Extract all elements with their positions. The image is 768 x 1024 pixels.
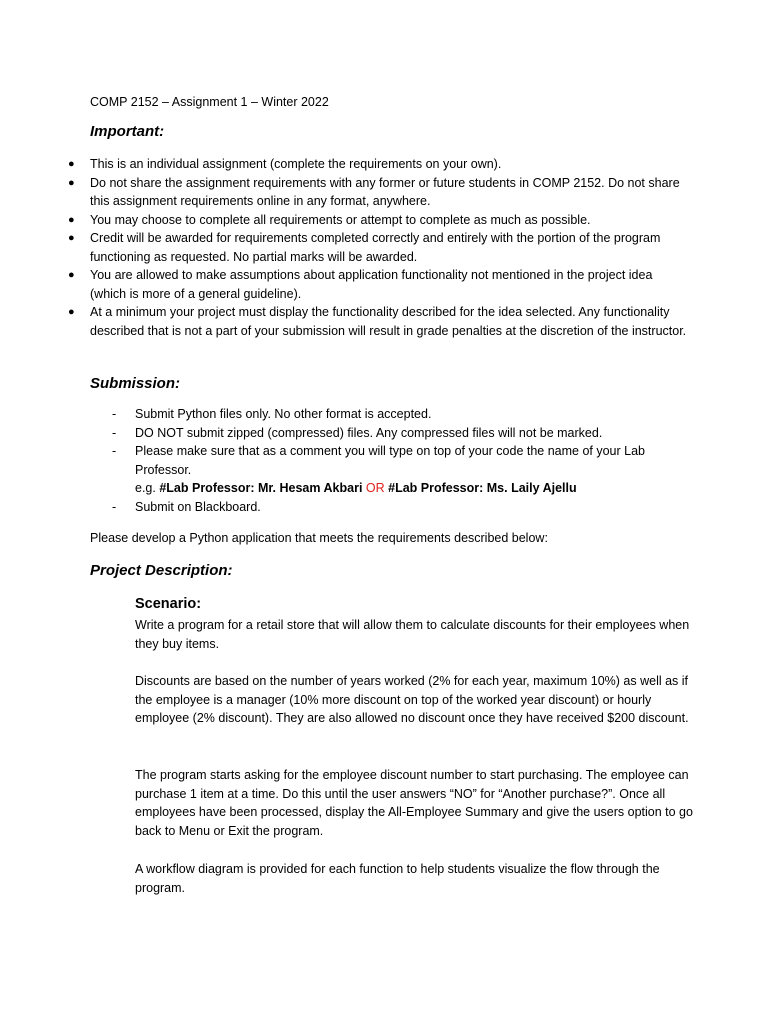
scenario-heading: Scenario: — [135, 596, 202, 612]
dash-icon: - — [112, 425, 117, 440]
list-item-text: Submit Python files only. No other format is accepted. — [135, 407, 432, 421]
important-heading: Important: — [90, 123, 165, 140]
list-item-text: DO NOT submit zipped (compressed) files. Any compressed files will not be marked. — [135, 425, 603, 440]
list-item — [112, 442, 672, 479]
bullet-text: You are allowed to make assumptions about application functionality not mentioned in the project idea (which is more of a general guideline). — [90, 268, 653, 301]
bullet-item — [68, 266, 688, 303]
example-prefix: e.g. — [135, 481, 160, 495]
lab-professor-example — [112, 479, 672, 498]
bullet-text: At a minimum your project must display the functionality described for the idea selected. Any functionality described that is not a part of your submission will result in grade penalties at the discretion of the instructor. — [90, 305, 687, 338]
list-item — [112, 405, 672, 424]
bullet-text: This is an individual assignment (complete the requirements on your own). — [90, 157, 502, 171]
scenario-paragraph: The program starts asking for the employee discount number to start purchasing. The employee can purchase 1 item at a time. Do this until the user answers “NO” for “Another purchase?”. Once all employees have been processed, display the All-Employee Summary and give the users option to go back to Menu or Exit the program. — [135, 768, 693, 838]
bullet-icon: ● — [68, 269, 75, 281]
scenario-paragraph: A workflow diagram is provided for each function to help students visualize the flow through the program. — [135, 862, 660, 895]
list-item-text: Submit on Blackboard. — [135, 499, 261, 514]
bullet-item — [68, 303, 688, 340]
list-item — [112, 424, 672, 443]
bullet-text: Credit will be awarded for requirements completed correctly and entirely with the portion of the program functioning as requested. No partial marks will be awarded. — [90, 231, 661, 264]
bullet-item — [68, 155, 688, 174]
bullet-icon: ● — [68, 158, 75, 170]
example-first-professor: #Lab Professor: Mr. Hesam Akbari — [159, 481, 363, 495]
list-item — [112, 498, 672, 517]
scenario-paragraph: Write a program for a retail store that will allow them to calculate discounts for their employees when they buy items. — [135, 618, 690, 651]
important-bullet-list — [68, 155, 688, 340]
submission-heading: Submission: — [90, 375, 181, 392]
bullet-icon: ● — [68, 232, 75, 244]
bullet-icon: ● — [68, 213, 75, 226]
bullet-item — [68, 229, 688, 266]
dash-icon: - — [112, 407, 117, 421]
example-second-professor: #Lab Professor: Ms. Laily Ajellu — [388, 481, 577, 495]
scenario-paragraph: Discounts are based on the number of years worked (2% for each year, maximum 10%) as well as if the employee is a manager (10% more discount on top of the worked year discount) or hourly employee (2% discount). They are also allowed no discount once they have received $200 discount. — [135, 674, 689, 725]
bullet-item — [68, 174, 688, 211]
submission-list — [112, 405, 672, 516]
project-description-heading: Project Description: — [90, 562, 233, 579]
example-or: OR — [362, 481, 389, 495]
dash-icon: - — [112, 444, 117, 458]
list-item-text: Please make sure that as a comment you will type on top of your code the name of your Lab Professor. — [135, 444, 646, 477]
bullet-text: You may choose to complete all requirements or attempt to complete as much as possible. — [90, 212, 591, 227]
bullet-text: Do not share the assignment requirements with any former or future students in COMP 2152. Do not share this assignment requirements online in any format, anywhere. — [90, 175, 680, 208]
course-title-line: COMP 2152 – Assignment 1 – Winter 2022 — [90, 95, 329, 109]
bullet-icon: ● — [68, 306, 75, 318]
dash-icon: - — [112, 499, 117, 514]
intro-paragraph: Please develop a Python application that meets the requirements described below: — [90, 531, 548, 545]
bullet-item — [68, 211, 688, 230]
bullet-icon: ● — [68, 176, 75, 189]
